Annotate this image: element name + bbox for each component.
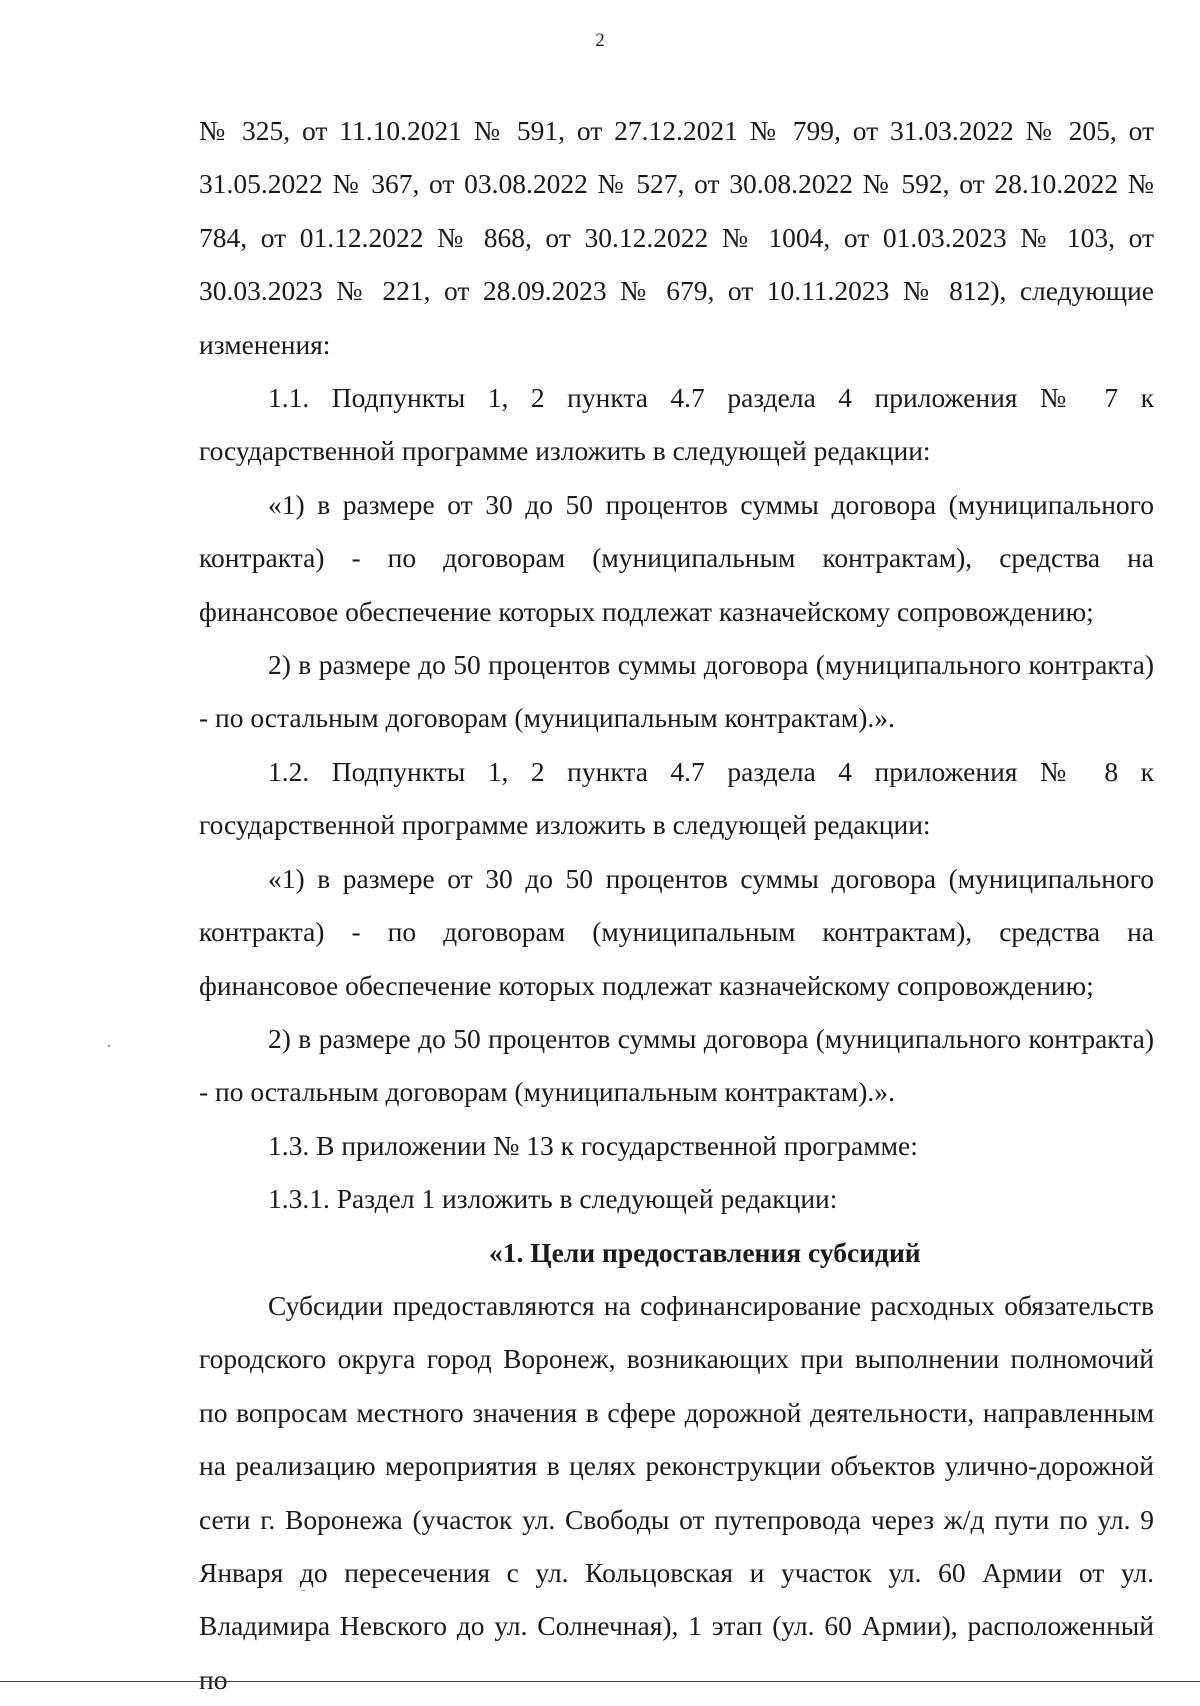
page-bottom-edge xyxy=(0,1681,1200,1682)
paragraph-1-2-item-2: 2) в размере до 50 процентов суммы договора (муниципального контракта) - по остальным договорам (муниципальным контрактам).». xyxy=(199,1022,1154,1108)
paragraph-1-2-item-1: «1) в размере от 30 до 50 процентов суммы договора (муниципального контракта) - по договорам (муниципальным контрактам), средства на финансовое обеспечение которых подлежат казначейскому сопровождению; xyxy=(199,862,1154,1001)
scan-mark xyxy=(302,1590,305,1591)
page-number: 2 xyxy=(595,30,605,51)
scan-speck xyxy=(108,1045,110,1047)
paragraph-1-3-1: 1.3.1. Раздел 1 изложить в следующей редакции: xyxy=(268,1183,838,1215)
paragraph-1-1-item-2: 2) в размере до 50 процентов суммы договора (муниципального контракта) - по остальным договорам (муниципальным контрактам).». xyxy=(199,649,1154,734)
section-body: Субсидии предоставляются на софинансирование расходных обязательств городского округа город Воронеж, возникающих при выполнении полномочий по вопросам местного значения в сфере дорожной деятельности, направленным на реализацию мероприятия в целях реконструкции объектов улично-дорожной сети г. Воронежа (участок ул. Свободы от путепровода через ж/д пути по ул. 9 Января до пересечения с ул. Кольцовская и участок ул. 60 Армии от ул. Владимира Невского до ул. Солнечная), 1 этап (ул. 60 Армии), расположенный по xyxy=(199,1289,1154,1695)
paragraph-1-1-item-1: «1) в размере от 30 до 50 процентов суммы договора (муниципального контракта) - по договорам (муниципальным контрактам), средства на финансовое обеспечение которых подлежат казначейскому сопровождению; xyxy=(199,488,1154,627)
document-body xyxy=(199,104,1154,1706)
section-heading: «1. Цели предоставления субсидий xyxy=(489,1236,921,1268)
paragraph-1-2: 1.2. Подпункты 1, 2 пункта 4.7 раздела 4 приложения № 8 к государственной программе изложить в следующей редакции: xyxy=(199,755,1154,841)
paragraph-1-3: 1.3. В приложении № 13 к государственной программе: xyxy=(268,1129,918,1161)
paragraph-1-1: 1.1. Подпункты 1, 2 пункта 4.7 раздела 4 приложения № 7 к государственной программе изложить в следующей редакции: xyxy=(199,382,1154,467)
paragraph-amendment-list: № 325, от 11.10.2021 № 591, от 27.12.2021 № 799, от 31.03.2022 № 205, от 31.05.2022 № 367, от 03.08.2022 № 527, от 30.08.2022 № 592, от 28.10.2022 № 784, от 01.12.2022 № 868, от 30.12.2022 № 1004, от 01.03.2023 № 103, от 30.03.2023 № 221, от 28.09.2023 № 679, от 10.11.2023 № 812), следующие изменения: xyxy=(199,115,1154,360)
